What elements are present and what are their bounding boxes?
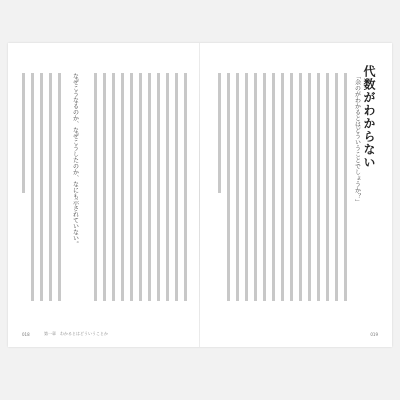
page-number: 019 [370, 332, 378, 337]
left-page [8, 43, 200, 347]
right-page-placeholder-column [245, 73, 248, 301]
left-page-placeholder-column [31, 73, 34, 301]
left-page-placeholder-column [175, 73, 178, 301]
section-heading: 代数がわからない [362, 65, 376, 169]
right-page-placeholder-column [326, 73, 329, 301]
right-page-placeholder-column [254, 73, 257, 301]
right-page-placeholder-column [290, 73, 293, 301]
left-page-placeholder-column [94, 73, 97, 301]
left-page-placeholder-column [40, 73, 43, 301]
lead-paragraph: なぜこうなるのか、なぜこうしたのか、なにも示されていない。 [71, 73, 79, 247]
right-page-placeholder-column [317, 73, 320, 301]
right-page-placeholder-column [281, 73, 284, 301]
left-page-placeholder-column [166, 73, 169, 301]
page-number: 018 [22, 332, 30, 337]
intro-line: 「余のがわかるとはどういうことでしょうか？」 [353, 73, 361, 205]
left-page-placeholder-column [184, 73, 187, 301]
left-page-placeholder-column [103, 73, 106, 301]
left-page-placeholder-column [22, 73, 25, 193]
left-page-placeholder-column [130, 73, 133, 301]
left-page-placeholder-column [157, 73, 160, 301]
running-head: 第一章 わかるとはどういうことか [44, 331, 108, 336]
right-page-placeholder-column [218, 73, 221, 193]
right-page-placeholder-column [308, 73, 311, 301]
right-page-placeholder-column [335, 73, 338, 301]
right-page [200, 43, 392, 347]
right-page-placeholder-column [227, 73, 230, 301]
left-page-placeholder-column [58, 73, 61, 301]
left-page-placeholder-column [121, 73, 124, 301]
right-page-placeholder-column [272, 73, 275, 301]
left-page-placeholder-column [139, 73, 142, 301]
right-page-placeholder-column [263, 73, 266, 301]
book-spread [8, 43, 392, 347]
left-page-placeholder-column [112, 73, 115, 301]
left-page-placeholder-column [148, 73, 151, 301]
right-page-placeholder-column [344, 73, 347, 301]
left-page-placeholder-column [49, 73, 52, 301]
right-page-placeholder-column [299, 73, 302, 301]
right-page-placeholder-column [236, 73, 239, 301]
